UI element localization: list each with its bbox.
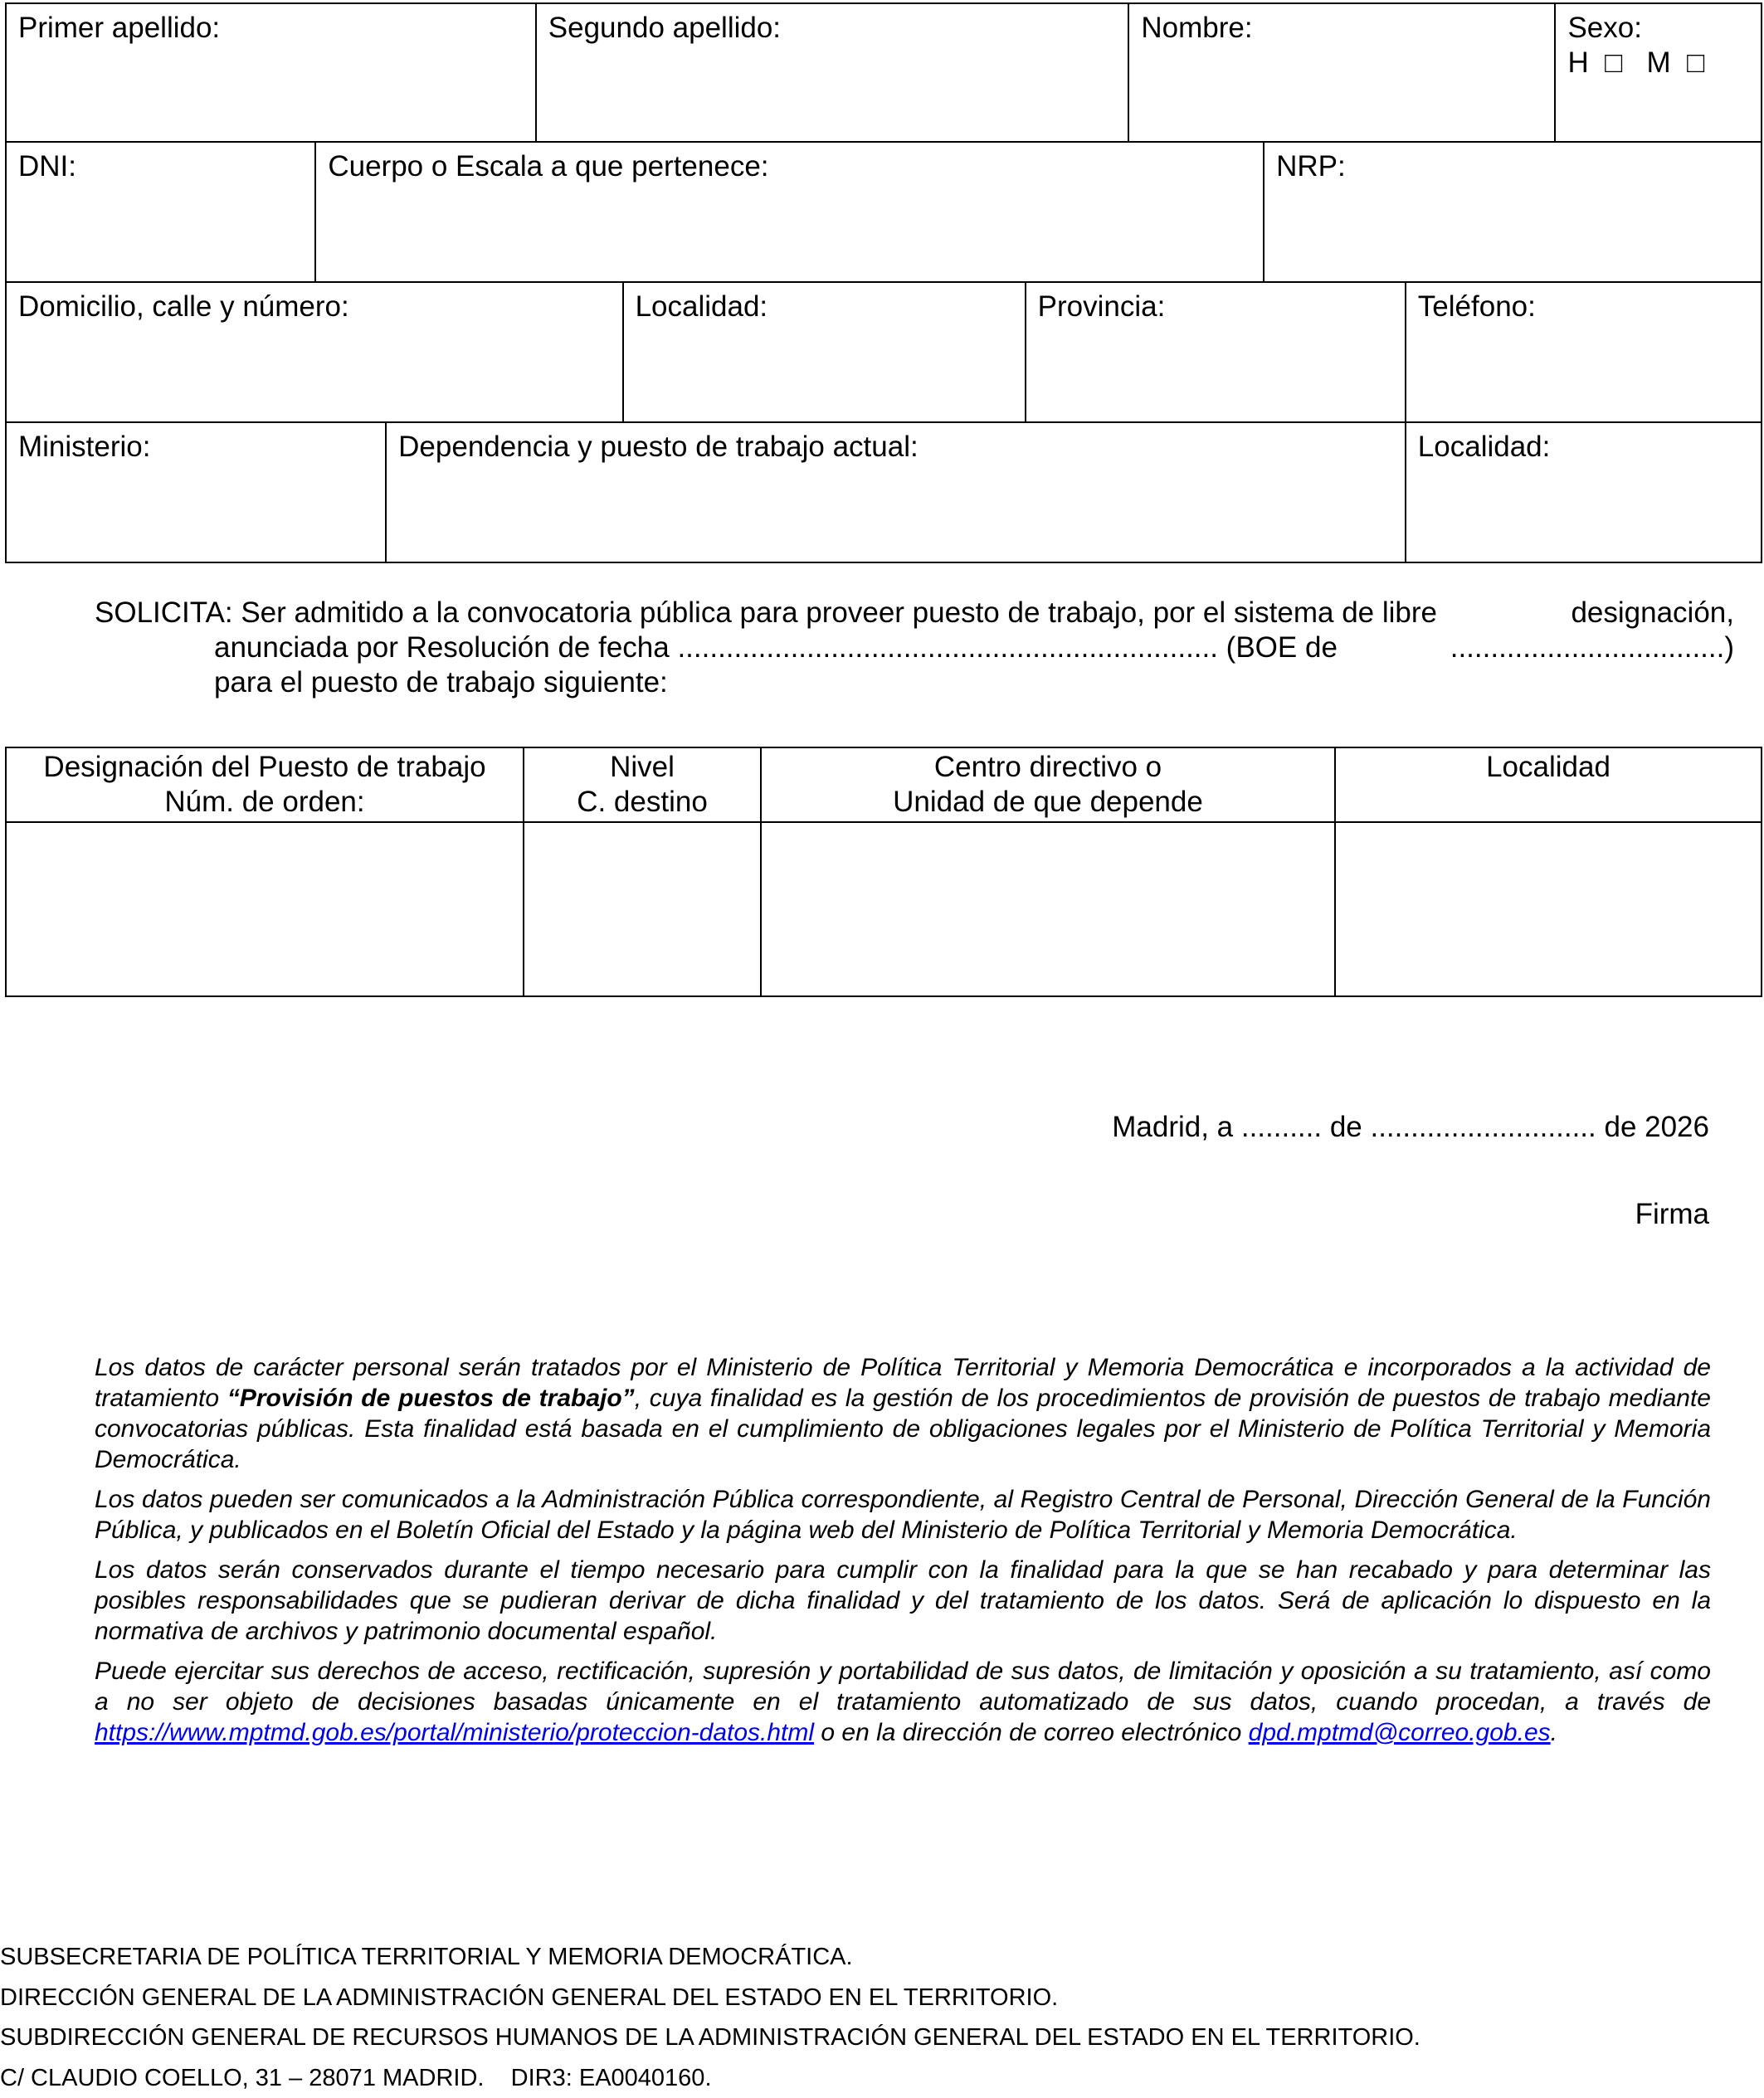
nrp-label: NRP: (1276, 150, 1346, 183)
cell-localidad-input[interactable] (1336, 823, 1761, 995)
sexo-field (1556, 4, 1761, 141)
privacy-p1-bold: “Provisión de puestos de trabajo” (227, 1385, 635, 1412)
domicilio-field[interactable] (7, 283, 624, 421)
form-row-ministerio (5, 423, 1762, 563)
dni-label: DNI: (18, 150, 76, 183)
cell-centro-input[interactable] (762, 823, 1336, 995)
solicita-line-3: para el puesto de trabajo siguiente: (95, 665, 1734, 700)
privacy-paragraph-4 (95, 1656, 1711, 1748)
job-table-header (7, 748, 1761, 823)
sexo-checkboxes[interactable]: H □ M □ (1567, 46, 1749, 80)
job-table (5, 747, 1762, 997)
form-row-domicilio (5, 283, 1762, 423)
header-localidad (1336, 748, 1761, 821)
job-table-row (7, 823, 1761, 995)
cell-designacion-input[interactable] (7, 823, 524, 995)
footer-line-3: SUBDIRECCIÓN GENERAL DE RECURSOS HUMANOS DE LA ADMINISTRACIÓN GENERAL DEL ESTADO EN EL TERRITORIO. (0, 2018, 1420, 2058)
privacy-p1-text-b: , cuya finalidad es la gestión de los procedimientos de provisión de puestos de trabajo mediante convocatorias públicas. Esta finalidad está basada en el cumplimiento de obligaciones legales por el Ministerio de Política Territorial y Memoria Democrática. (95, 1385, 1711, 1473)
primer-apellido-label: Primer apellido: (18, 12, 220, 44)
header-centro-directivo (762, 748, 1336, 821)
dependencia-field[interactable] (387, 423, 1406, 562)
sexo-label: Sexo: (1567, 11, 1749, 46)
privacy-policy-link[interactable]: https://www.mptmd.gob.es/portal/ministerio/proteccion-datos.html (95, 1719, 814, 1746)
nombre-field[interactable] (1129, 4, 1556, 141)
dni-field[interactable] (7, 143, 316, 281)
cuerpo-escala-field[interactable] (316, 143, 1265, 281)
ministerio-field[interactable] (7, 423, 387, 562)
header-centro-line2: Unidad de que depende (762, 785, 1334, 820)
privacy-p4-text-b: o en la dirección de correo electrónico (814, 1719, 1249, 1746)
footer-line-2: DIRECCIÓN GENERAL DE LA ADMINISTRACIÓN GENERAL DEL ESTADO EN EL TERRITORIO. (0, 1978, 1420, 2018)
provincia-field[interactable] (1026, 283, 1406, 421)
privacy-p4-text-c: . (1551, 1719, 1557, 1746)
localidad-actual-field[interactable] (1406, 423, 1761, 562)
telefono-field[interactable] (1406, 283, 1761, 421)
segundo-apellido-label: Segundo apellido: (548, 12, 781, 44)
header-designacion-line2: Núm. de orden: (7, 785, 523, 820)
privacy-p4-text-a: Puede ejercitar sus derechos de acceso, rectificación, supresión y portabilidad de sus datos, de limitación y oposición a su tratamiento, así como a no ser objeto de decisiones basadas únicamente en el tratamiento automatizado de sus datos, cuando procedan, a través de (95, 1657, 1711, 1716)
provincia-label: Provincia: (1038, 290, 1166, 323)
solicita-line-2-left: anunciada por Resolución de fecha ................................................................... (BOE de (214, 630, 1338, 665)
localidad-field[interactable] (624, 283, 1026, 421)
privacy-p1-text-a: Los datos de carácter personal serán tratados por el Ministerio de Política Territorial y Memoria Democrática e incorporados a la actividad de tratamiento (95, 1354, 1711, 1412)
nombre-label: Nombre: (1141, 12, 1252, 44)
form-row-names (5, 2, 1762, 143)
header-nivel (524, 748, 762, 821)
signature-label: Firma (1635, 1197, 1709, 1232)
solicita-line-2 (95, 630, 1734, 665)
form-row-dni (5, 143, 1762, 283)
privacy-paragraph-3: Los datos serán conservados durante el tiempo necesario para cumplir con la finalidad para la que se han recabado y para determinar las posibles responsabilidades que se pudieran derivar de dicha finalidad y del tratamiento de los datos. Será de aplicación lo dispuesto en la normativa de archivos y patrimonio documental español. (95, 1555, 1711, 1647)
dependencia-label: Dependencia y puesto de trabajo actual: (398, 431, 919, 463)
solicita-line-2-right: ..................................) (1450, 630, 1734, 665)
header-nivel-line1: Nivel (524, 750, 760, 785)
cuerpo-escala-label: Cuerpo o Escala a que pertenece: (328, 150, 768, 183)
header-centro-line1: Centro directivo o (762, 750, 1334, 785)
localidad-actual-label: Localidad: (1418, 431, 1551, 463)
header-nivel-line2: C. destino (524, 785, 760, 820)
solicita-line-1 (95, 596, 1734, 630)
solicita-line-1-right: designación, (1571, 596, 1734, 630)
footer-line-4: C/ CLAUDIO COELLO, 31 – 28071 MADRID. DIR3: EA0040160. (0, 2058, 1420, 2098)
cell-nivel-input[interactable] (524, 823, 762, 995)
solicita-line-1-left: SOLICITA: Ser admitido a la convocatoria pública para proveer puesto de trabajo, por el sistema de libre (95, 596, 1437, 630)
header-designacion-line1: Designación del Puesto de trabajo (7, 750, 523, 785)
ministerio-label: Ministerio: (18, 431, 150, 463)
telefono-label: Teléfono: (1418, 290, 1536, 323)
header-designacion (7, 748, 524, 821)
dpd-email-link[interactable]: dpd.mptmd@correo.gob.es (1249, 1719, 1551, 1746)
footer-line-1: SUBSECRETARIA DE POLÍTICA TERRITORIAL Y MEMORIA DEMOCRÁTICA. (0, 1937, 1420, 1978)
personal-data-form (5, 2, 1762, 563)
privacy-notice (95, 1352, 1711, 1757)
privacy-paragraph-2: Los datos pueden ser comunicados a la Administración Pública correspondiente, al Registro Central de Personal, Dirección General de la Función Pública, y publicados en el Boletín Oficial del Estado y la página web del Ministerio de Política Territorial y Memoria Democrática. (95, 1484, 1711, 1546)
place-date-line: Madrid, a .......... de ............................ de 2026 (1112, 1110, 1709, 1145)
privacy-paragraph-1 (95, 1352, 1711, 1475)
primer-apellido-field[interactable] (7, 4, 537, 141)
domicilio-label: Domicilio, calle y número: (18, 290, 349, 323)
localidad-label: Localidad: (636, 290, 768, 323)
nrp-field[interactable] (1265, 143, 1761, 281)
header-localidad-line1: Localidad (1336, 750, 1761, 785)
solicita-paragraph (95, 596, 1734, 700)
footer-address (0, 1937, 1420, 2098)
segundo-apellido-field[interactable] (537, 4, 1130, 141)
